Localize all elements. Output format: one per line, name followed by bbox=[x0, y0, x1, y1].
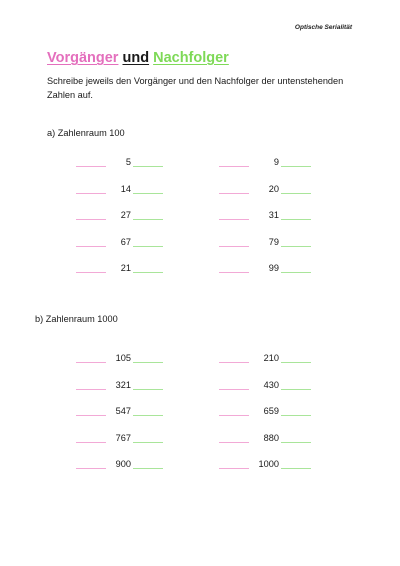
successor-blank[interactable] bbox=[133, 389, 163, 390]
given-number: 79 bbox=[268, 236, 279, 247]
exercise-row bbox=[76, 237, 176, 249]
successor-blank[interactable] bbox=[133, 166, 163, 167]
exercise-row bbox=[219, 353, 319, 365]
given-number: 105 bbox=[115, 353, 131, 363]
given-number: 880 bbox=[263, 432, 279, 443]
section-b-label: b) Zahlenraum 1000 bbox=[35, 314, 118, 324]
predecessor-blank[interactable] bbox=[219, 246, 249, 247]
given-number: 21 bbox=[120, 263, 131, 273]
title-nachfolger: Nachfolger bbox=[153, 50, 229, 66]
successor-blank[interactable] bbox=[281, 272, 311, 273]
successor-blank[interactable] bbox=[281, 246, 311, 247]
exercise-row bbox=[76, 433, 176, 445]
exercise-row bbox=[76, 380, 176, 392]
given-number: 659 bbox=[263, 406, 279, 416]
successor-blank[interactable] bbox=[281, 442, 311, 443]
exercise-row bbox=[219, 406, 319, 418]
page-title bbox=[47, 50, 229, 66]
predecessor-blank[interactable] bbox=[76, 362, 106, 363]
exercise-row bbox=[219, 157, 319, 169]
successor-blank[interactable] bbox=[281, 468, 311, 469]
exercise-row bbox=[76, 353, 176, 365]
exercise-row bbox=[219, 263, 319, 275]
predecessor-blank[interactable] bbox=[76, 166, 106, 167]
given-number: 31 bbox=[268, 210, 279, 220]
given-number: 547 bbox=[115, 406, 131, 416]
predecessor-blank[interactable] bbox=[76, 389, 106, 390]
predecessor-blank[interactable] bbox=[219, 468, 249, 469]
predecessor-blank[interactable] bbox=[219, 272, 249, 273]
exercise-row bbox=[219, 237, 319, 249]
given-number: 27 bbox=[120, 210, 131, 220]
successor-blank[interactable] bbox=[133, 415, 163, 416]
successor-blank[interactable] bbox=[281, 219, 311, 220]
given-number: 20 bbox=[268, 183, 279, 194]
exercise-row bbox=[76, 210, 176, 222]
predecessor-blank[interactable] bbox=[76, 468, 106, 469]
exercise-row bbox=[76, 406, 176, 418]
header-label: Optische Serialität bbox=[294, 24, 352, 31]
predecessor-blank[interactable] bbox=[76, 415, 106, 416]
predecessor-blank[interactable] bbox=[219, 442, 249, 443]
successor-blank[interactable] bbox=[281, 415, 311, 416]
given-number: 99 bbox=[268, 263, 279, 273]
exercise-row bbox=[219, 380, 319, 392]
predecessor-blank[interactable] bbox=[219, 362, 249, 363]
predecessor-blank[interactable] bbox=[219, 219, 249, 220]
given-number: 5 bbox=[125, 157, 131, 167]
successor-blank[interactable] bbox=[281, 193, 311, 194]
given-number: 767 bbox=[115, 432, 131, 443]
section-a-label: a) Zahlenraum 100 bbox=[47, 128, 125, 138]
predecessor-blank[interactable] bbox=[76, 246, 106, 247]
successor-blank[interactable] bbox=[133, 246, 163, 247]
instructions: Schreibe jeweils den Vorgänger und den Nachfolger der untenstehenden Zahlen auf. bbox=[47, 76, 344, 100]
given-number: 321 bbox=[115, 379, 131, 390]
successor-blank[interactable] bbox=[133, 219, 163, 220]
given-number: 9 bbox=[273, 157, 279, 167]
exercise-row bbox=[76, 459, 176, 471]
successor-blank[interactable] bbox=[133, 362, 163, 363]
given-number: 67 bbox=[120, 236, 131, 247]
successor-blank[interactable] bbox=[281, 362, 311, 363]
predecessor-blank[interactable] bbox=[219, 193, 249, 194]
given-number: 430 bbox=[263, 379, 279, 390]
given-number: 14 bbox=[120, 183, 131, 194]
exercise-row bbox=[76, 263, 176, 275]
exercise-row bbox=[219, 184, 319, 196]
successor-blank[interactable] bbox=[133, 272, 163, 273]
title-vorgaenger: Vorgänger bbox=[47, 50, 119, 66]
exercise-row bbox=[76, 157, 176, 169]
predecessor-blank[interactable] bbox=[76, 193, 106, 194]
given-number: 1000 bbox=[258, 459, 279, 469]
exercise-row bbox=[219, 433, 319, 445]
predecessor-blank[interactable] bbox=[219, 415, 249, 416]
predecessor-blank[interactable] bbox=[76, 219, 106, 220]
exercise-row bbox=[219, 459, 319, 471]
successor-blank[interactable] bbox=[281, 166, 311, 167]
predecessor-blank[interactable] bbox=[219, 389, 249, 390]
successor-blank[interactable] bbox=[133, 193, 163, 194]
predecessor-blank[interactable] bbox=[76, 272, 106, 273]
given-number: 210 bbox=[263, 353, 279, 363]
successor-blank[interactable] bbox=[133, 442, 163, 443]
predecessor-blank[interactable] bbox=[76, 442, 106, 443]
title-und: und bbox=[122, 50, 150, 66]
exercise-row bbox=[219, 210, 319, 222]
given-number: 900 bbox=[115, 459, 131, 469]
successor-blank[interactable] bbox=[133, 468, 163, 469]
exercise-row bbox=[76, 184, 176, 196]
predecessor-blank[interactable] bbox=[219, 166, 249, 167]
successor-blank[interactable] bbox=[281, 389, 311, 390]
